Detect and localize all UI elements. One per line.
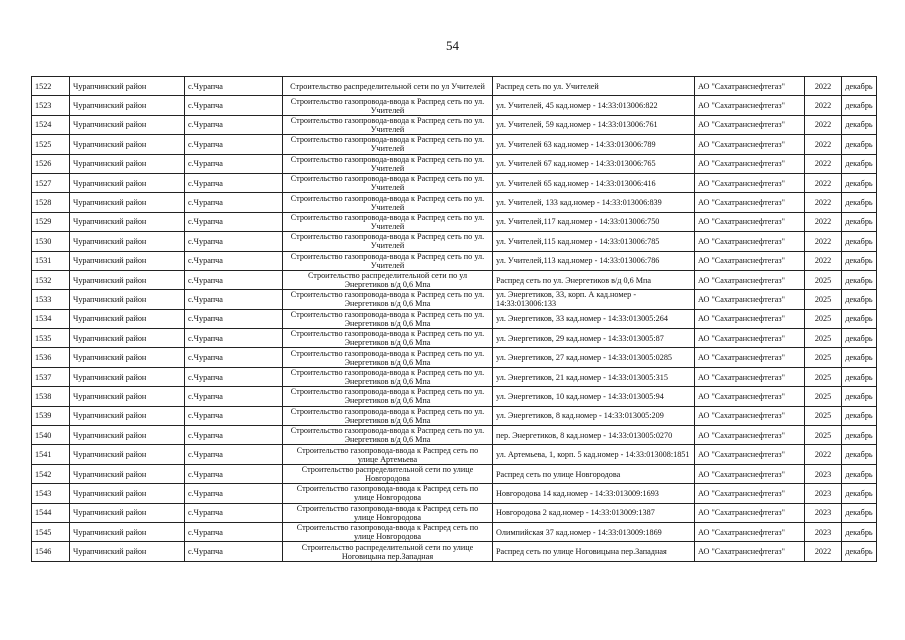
address-cell: ул. Энергетиков, 27 кад.номер - 14:33:013005:0285 — [493, 348, 695, 367]
village-cell: с.Чурапча — [185, 348, 283, 367]
district-cell: Чурапчинский район — [70, 309, 185, 328]
organization-cell: АО "Сахатранснефтегаз" — [695, 484, 805, 503]
work-description-cell: Строительство распределительной сети по ул Энергетиков в/д 0,6 Мпа — [283, 270, 493, 289]
organization-cell: АО "Сахатранснефтегаз" — [695, 445, 805, 464]
village-cell: с.Чурапча — [185, 387, 283, 406]
table-row — [32, 367, 877, 386]
village-cell: с.Чурапча — [185, 96, 283, 115]
village-cell: с.Чурапча — [185, 503, 283, 522]
village-cell: с.Чурапча — [185, 193, 283, 212]
work-description-cell: Строительство газопровода-ввода к Распред сеть по улице Артемьева — [283, 445, 493, 464]
work-description-cell: Строительство газопровода-ввода к Распред сеть по ул. Учителей — [283, 173, 493, 192]
year-cell: 2022 — [805, 135, 842, 154]
month-cell: декабрь — [842, 445, 877, 464]
address-cell: Распред сеть по ул. Энергетиков в/д 0,6 Мпа — [493, 270, 695, 289]
month-cell: декабрь — [842, 426, 877, 445]
table-row — [32, 193, 877, 212]
table-row — [32, 522, 877, 541]
work-description-cell: Строительство газопровода-ввода к Распред сеть по ул. Энергетиков в/д 0,6 Мпа — [283, 426, 493, 445]
village-cell: с.Чурапча — [185, 367, 283, 386]
village-cell: с.Чурапча — [185, 484, 283, 503]
organization-cell: АО "Сахатранснефтегаз" — [695, 387, 805, 406]
table-row — [32, 77, 877, 96]
district-cell: Чурапчинский район — [70, 367, 185, 386]
year-cell: 2025 — [805, 387, 842, 406]
year-cell: 2022 — [805, 154, 842, 173]
month-cell: декабрь — [842, 251, 877, 270]
month-cell: декабрь — [842, 232, 877, 251]
village-cell: с.Чурапча — [185, 542, 283, 561]
work-description-cell: Строительство газопровода-ввода к Распред сеть по ул. Энергетиков в/д 0,6 Мпа — [283, 290, 493, 309]
work-description-cell: Строительство газопровода-ввода к Распред сеть по ул. Энергетиков в/д 0,6 Мпа — [283, 367, 493, 386]
work-description-cell: Строительство газопровода-ввода к Распред сеть по ул. Энергетиков в/д 0,6 Мпа — [283, 348, 493, 367]
year-cell: 2022 — [805, 232, 842, 251]
row-number: 1533 — [32, 290, 70, 309]
organization-cell: АО "Сахатранснефтегаз" — [695, 154, 805, 173]
address-cell: ул. Учителей,113 кад.номер - 14:33:013006:786 — [493, 251, 695, 270]
table-row — [32, 115, 877, 134]
work-description-cell: Строительство газопровода-ввода к Распред сеть по ул. Энергетиков в/д 0,6 Мпа — [283, 387, 493, 406]
table-row — [32, 270, 877, 289]
month-cell: декабрь — [842, 270, 877, 289]
district-cell: Чурапчинский район — [70, 270, 185, 289]
year-cell: 2025 — [805, 367, 842, 386]
month-cell: декабрь — [842, 406, 877, 425]
village-cell: с.Чурапча — [185, 426, 283, 445]
year-cell: 2025 — [805, 329, 842, 348]
work-description-cell: Строительство газопровода-ввода к Распред сеть по улице Новгородова — [283, 484, 493, 503]
organization-cell: АО "Сахатранснефтегаз" — [695, 348, 805, 367]
address-cell: ул. Энергетиков, 33 кад.номер - 14:33:013005:264 — [493, 309, 695, 328]
registry-table — [31, 76, 877, 562]
table-row — [32, 387, 877, 406]
table-row — [32, 212, 877, 231]
month-cell: декабрь — [842, 154, 877, 173]
village-cell: с.Чурапча — [185, 445, 283, 464]
address-cell: Распред сеть по улице Ноговицына пер.Западная — [493, 542, 695, 561]
district-cell: Чурапчинский район — [70, 232, 185, 251]
district-cell: Чурапчинский район — [70, 464, 185, 483]
district-cell: Чурапчинский район — [70, 193, 185, 212]
organization-cell: АО "Сахатранснефтегаз" — [695, 270, 805, 289]
row-number: 1541 — [32, 445, 70, 464]
organization-cell: АО "Сахатранснефтегаз" — [695, 503, 805, 522]
organization-cell: АО "Сахатранснефтегаз" — [695, 464, 805, 483]
village-cell: с.Чурапча — [185, 329, 283, 348]
district-cell: Чурапчинский район — [70, 290, 185, 309]
district-cell: Чурапчинский район — [70, 387, 185, 406]
work-description-cell: Строительство распределительной сети по ул Учителей — [283, 77, 493, 96]
address-cell: ул. Энергетиков, 21 кад.номер - 14:33:013005:315 — [493, 367, 695, 386]
organization-cell: АО "Сахатранснефтегаз" — [695, 426, 805, 445]
year-cell: 2022 — [805, 251, 842, 270]
row-number: 1535 — [32, 329, 70, 348]
district-cell: Чурапчинский район — [70, 115, 185, 134]
month-cell: декабрь — [842, 173, 877, 192]
month-cell: декабрь — [842, 464, 877, 483]
year-cell: 2025 — [805, 406, 842, 425]
month-cell: декабрь — [842, 212, 877, 231]
table-row — [32, 135, 877, 154]
village-cell: с.Чурапча — [185, 309, 283, 328]
month-cell: декабрь — [842, 115, 877, 134]
organization-cell: АО "Сахатранснефтегаз" — [695, 290, 805, 309]
page-number: 54 — [446, 38, 459, 53]
organization-cell: АО "Сахатранснефтегаз" — [695, 232, 805, 251]
row-number: 1544 — [32, 503, 70, 522]
district-cell: Чурапчинский район — [70, 445, 185, 464]
row-number: 1525 — [32, 135, 70, 154]
district-cell: Чурапчинский район — [70, 522, 185, 541]
organization-cell: АО "Сахатранснефтегаз" — [695, 173, 805, 192]
address-cell: Распред сеть по улице Новгородова — [493, 464, 695, 483]
month-cell: декабрь — [842, 135, 877, 154]
work-description-cell: Строительство газопровода-ввода к Распред сеть по ул. Учителей — [283, 193, 493, 212]
table-row — [32, 309, 877, 328]
organization-cell: АО "Сахатранснефтегаз" — [695, 115, 805, 134]
district-cell: Чурапчинский район — [70, 154, 185, 173]
year-cell: 2022 — [805, 212, 842, 231]
year-cell: 2023 — [805, 522, 842, 541]
table-row — [32, 426, 877, 445]
row-number: 1532 — [32, 270, 70, 289]
address-cell: ул. Учителей, 45 кад.номер - 14:33:013006:822 — [493, 96, 695, 115]
work-description-cell: Строительство газопровода-ввода к Распред сеть по ул. Энергетиков в/д 0,6 Мпа — [283, 329, 493, 348]
month-cell: декабрь — [842, 77, 877, 96]
address-cell: ул. Энергетиков, 33, корп. А кад.номер - 14:33:013006:133 — [493, 290, 695, 309]
table-row — [32, 484, 877, 503]
row-number: 1527 — [32, 173, 70, 192]
table-row — [32, 406, 877, 425]
district-cell: Чурапчинский район — [70, 348, 185, 367]
month-cell: декабрь — [842, 367, 877, 386]
village-cell: с.Чурапча — [185, 154, 283, 173]
year-cell: 2025 — [805, 348, 842, 367]
address-cell: ул. Учителей 65 кад.номер - 14:33:013006:416 — [493, 173, 695, 192]
district-cell: Чурапчинский район — [70, 251, 185, 270]
row-number: 1524 — [32, 115, 70, 134]
table-row — [32, 348, 877, 367]
table-row — [32, 154, 877, 173]
work-description-cell: Строительство газопровода-ввода к Распред сеть по ул. Энергетиков в/д 0,6 Мпа — [283, 406, 493, 425]
district-cell: Чурапчинский район — [70, 173, 185, 192]
month-cell: декабрь — [842, 96, 877, 115]
address-cell: ул. Учителей 63 кад.номер - 14:33:013006:789 — [493, 135, 695, 154]
year-cell: 2022 — [805, 96, 842, 115]
year-cell: 2025 — [805, 270, 842, 289]
row-number: 1546 — [32, 542, 70, 561]
work-description-cell: Строительство газопровода-ввода к Распред сеть по ул. Энергетиков в/д 0,6 Мпа — [283, 309, 493, 328]
month-cell: декабрь — [842, 387, 877, 406]
year-cell: 2022 — [805, 77, 842, 96]
district-cell: Чурапчинский район — [70, 484, 185, 503]
district-cell: Чурапчинский район — [70, 426, 185, 445]
address-cell: ул. Энергетиков, 10 кад.номер - 14:33:013005:94 — [493, 387, 695, 406]
row-number: 1526 — [32, 154, 70, 173]
organization-cell: АО "Сахатранснефтегаз" — [695, 329, 805, 348]
table-row — [32, 503, 877, 522]
table-row — [32, 329, 877, 348]
table-row — [32, 290, 877, 309]
work-description-cell: Строительство газопровода-ввода к Распред сеть по ул. Учителей — [283, 154, 493, 173]
table-row — [32, 96, 877, 115]
organization-cell: АО "Сахатранснефтегаз" — [695, 135, 805, 154]
organization-cell: АО "Сахатранснефтегаз" — [695, 522, 805, 541]
row-number: 1530 — [32, 232, 70, 251]
address-cell: ул. Энергетиков, 29 кад.номер - 14:33:013005:87 — [493, 329, 695, 348]
work-description-cell: Строительство газопровода-ввода к Распред сеть по ул. Учителей — [283, 115, 493, 134]
table-row — [32, 445, 877, 464]
organization-cell: АО "Сахатранснефтегаз" — [695, 96, 805, 115]
year-cell: 2022 — [805, 115, 842, 134]
organization-cell: АО "Сахатранснефтегаз" — [695, 77, 805, 96]
village-cell: с.Чурапча — [185, 77, 283, 96]
row-number: 1534 — [32, 309, 70, 328]
organization-cell: АО "Сахатранснефтегаз" — [695, 212, 805, 231]
organization-cell: АО "Сахатранснефтегаз" — [695, 367, 805, 386]
work-description-cell: Строительство газопровода-ввода к Распред сеть по ул. Учителей — [283, 135, 493, 154]
district-cell: Чурапчинский район — [70, 503, 185, 522]
organization-cell: АО "Сахатранснефтегаз" — [695, 193, 805, 212]
work-description-cell: Строительство распределительной сети по улице Новгородова — [283, 464, 493, 483]
village-cell: с.Чурапча — [185, 406, 283, 425]
row-number: 1537 — [32, 367, 70, 386]
year-cell: 2025 — [805, 290, 842, 309]
month-cell: декабрь — [842, 503, 877, 522]
work-description-cell: Строительство газопровода-ввода к Распред сеть по ул. Учителей — [283, 96, 493, 115]
address-cell: ул. Учителей,117 кад.номер - 14:33:013006:750 — [493, 212, 695, 231]
village-cell: с.Чурапча — [185, 290, 283, 309]
organization-cell: АО "Сахатранснефтегаз" — [695, 406, 805, 425]
row-number: 1538 — [32, 387, 70, 406]
row-number: 1529 — [32, 212, 70, 231]
month-cell: декабрь — [842, 484, 877, 503]
year-cell: 2025 — [805, 426, 842, 445]
year-cell: 2022 — [805, 173, 842, 192]
village-cell: с.Чурапча — [185, 115, 283, 134]
work-description-cell: Строительство распределительной сети по улице Ноговицына пер.Западная — [283, 542, 493, 561]
village-cell: с.Чурапча — [185, 135, 283, 154]
district-cell: Чурапчинский район — [70, 96, 185, 115]
address-cell: Новгородова 2 кад.номер - 14:33:013009:1387 — [493, 503, 695, 522]
row-number: 1528 — [32, 193, 70, 212]
village-cell: с.Чурапча — [185, 522, 283, 541]
district-cell: Чурапчинский район — [70, 406, 185, 425]
organization-cell: АО "Сахатранснефтегаз" — [695, 251, 805, 270]
district-cell: Чурапчинский район — [70, 135, 185, 154]
month-cell: декабрь — [842, 329, 877, 348]
table-row — [32, 173, 877, 192]
table-body — [32, 77, 877, 562]
address-cell: ул. Учителей, 133 кад.номер - 14:33:013006:839 — [493, 193, 695, 212]
address-cell: пер. Энергетиков, 8 кад.номер - 14:33:013005:0270 — [493, 426, 695, 445]
district-cell: Чурапчинский район — [70, 329, 185, 348]
row-number: 1523 — [32, 96, 70, 115]
row-number: 1545 — [32, 522, 70, 541]
month-cell: декабрь — [842, 193, 877, 212]
organization-cell: АО "Сахатранснефтегаз" — [695, 309, 805, 328]
row-number: 1539 — [32, 406, 70, 425]
month-cell: декабрь — [842, 290, 877, 309]
address-cell: Новгородова 14 кад.номер - 14:33:013009:1693 — [493, 484, 695, 503]
month-cell: декабрь — [842, 309, 877, 328]
village-cell: с.Чурапча — [185, 173, 283, 192]
village-cell: с.Чурапча — [185, 212, 283, 231]
year-cell: 2022 — [805, 542, 842, 561]
table-row — [32, 232, 877, 251]
year-cell: 2022 — [805, 193, 842, 212]
row-number: 1522 — [32, 77, 70, 96]
village-cell: с.Чурапча — [185, 464, 283, 483]
address-cell: ул. Учителей 67 кад.номер - 14:33:013006:765 — [493, 154, 695, 173]
year-cell: 2022 — [805, 445, 842, 464]
month-cell: декабрь — [842, 542, 877, 561]
row-number: 1536 — [32, 348, 70, 367]
work-description-cell: Строительство газопровода-ввода к Распред сеть по улице Новгородова — [283, 503, 493, 522]
address-cell: ул. Энергетиков, 8 кад.номер - 14:33:013005:209 — [493, 406, 695, 425]
address-cell: ул. Учителей,115 кад.номер - 14:33:013006:785 — [493, 232, 695, 251]
year-cell: 2023 — [805, 484, 842, 503]
district-cell: Чурапчинский район — [70, 77, 185, 96]
district-cell: Чурапчинский район — [70, 542, 185, 561]
work-description-cell: Строительство газопровода-ввода к Распред сеть по ул. Учителей — [283, 251, 493, 270]
row-number: 1542 — [32, 464, 70, 483]
work-description-cell: Строительство газопровода-ввода к Распред сеть по ул. Учителей — [283, 212, 493, 231]
village-cell: с.Чурапча — [185, 251, 283, 270]
village-cell: с.Чурапча — [185, 232, 283, 251]
year-cell: 2025 — [805, 309, 842, 328]
address-cell: ул. Учителей, 59 кад.номер - 14:33:013006:761 — [493, 115, 695, 134]
table-row — [32, 464, 877, 483]
district-cell: Чурапчинский район — [70, 212, 185, 231]
village-cell: с.Чурапча — [185, 270, 283, 289]
row-number: 1540 — [32, 426, 70, 445]
address-cell: Распред сеть по ул. Учителей — [493, 77, 695, 96]
address-cell: Олимпийская 37 кад.номер - 14:33:013009:1869 — [493, 522, 695, 541]
row-number: 1543 — [32, 484, 70, 503]
work-description-cell: Строительство газопровода-ввода к Распред сеть по улице Новгородова — [283, 522, 493, 541]
organization-cell: АО "Сахатранснефтегаз" — [695, 542, 805, 561]
year-cell: 2023 — [805, 503, 842, 522]
month-cell: декабрь — [842, 522, 877, 541]
table-row — [32, 251, 877, 270]
month-cell: декабрь — [842, 348, 877, 367]
table-row — [32, 542, 877, 561]
row-number: 1531 — [32, 251, 70, 270]
address-cell: ул. Артемьева, 1, корп. 5 кад.номер - 14:33:013008:1851 — [493, 445, 695, 464]
work-description-cell: Строительство газопровода-ввода к Распред сеть по ул. Учителей — [283, 232, 493, 251]
year-cell: 2023 — [805, 464, 842, 483]
